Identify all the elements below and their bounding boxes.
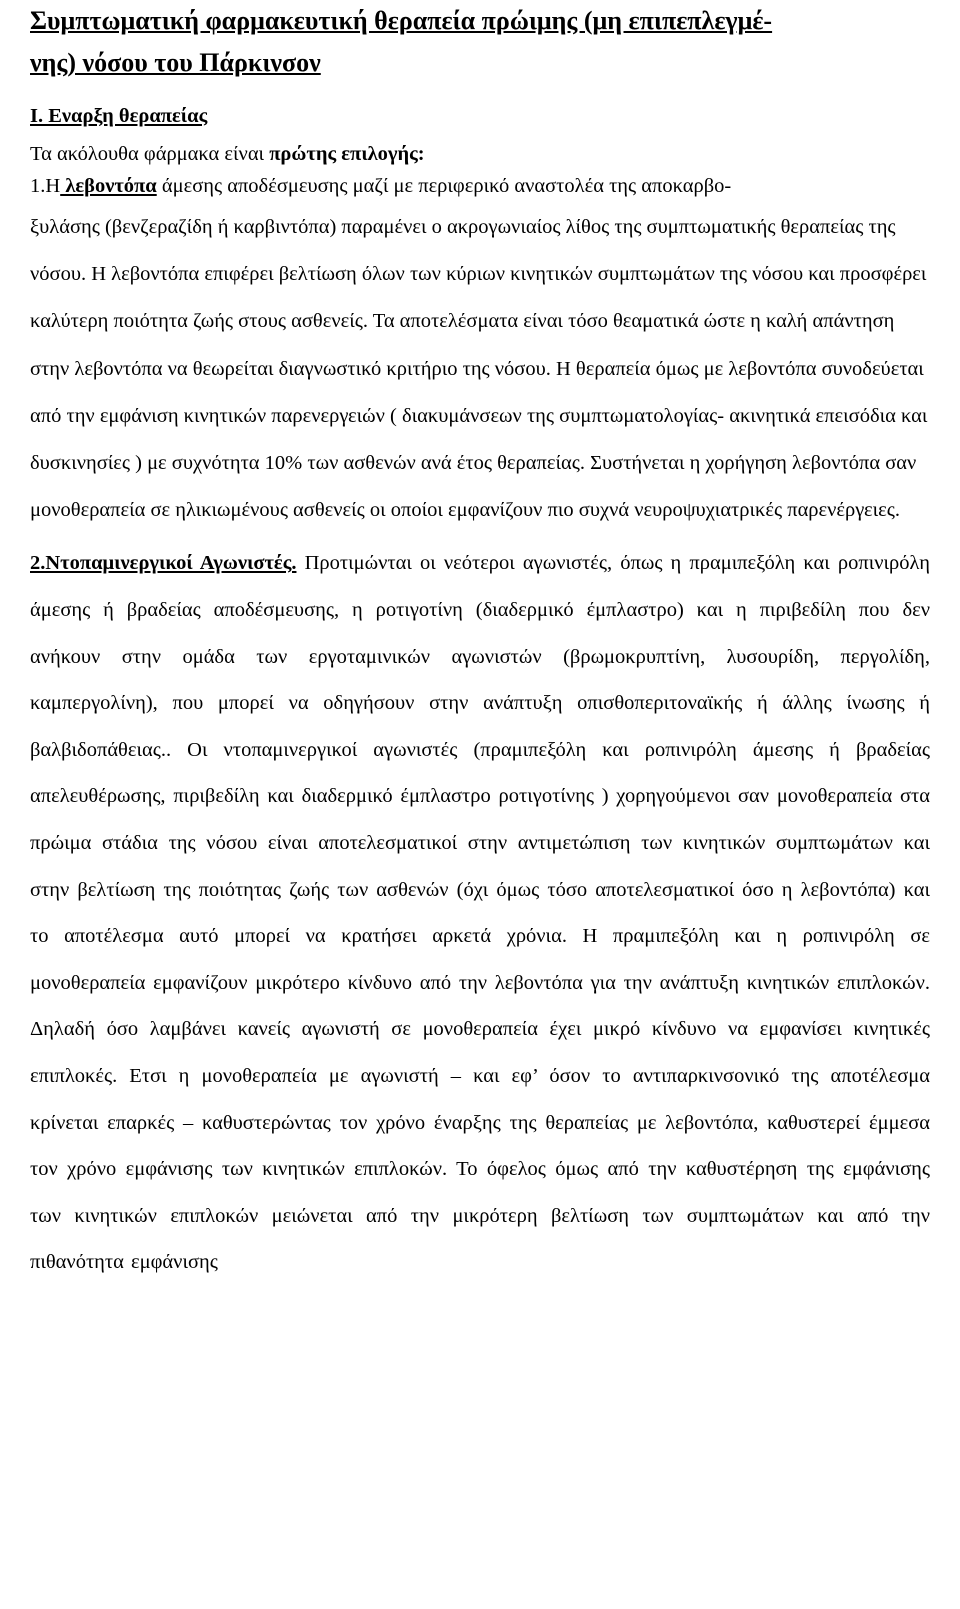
item-1-drug-name: λεβοντόπα xyxy=(60,175,157,197)
document-page xyxy=(30,0,930,1286)
document-title xyxy=(30,0,930,90)
intro-bold-text: πρώτης επιλογής: xyxy=(269,143,425,165)
item-1-first-line-text: άμεσης αποδέσμευσης μαζί με περιφερικό αναστολέα της αποκαρβο- xyxy=(156,175,732,197)
title-line-1: Συμπτωματική φαρμακευτική θεραπεία πρώιμης (μη επιπεπλεγμέ- xyxy=(30,6,773,35)
section-2-heading: 2.Ντοπαμινεργικοί Αγωνιστές. xyxy=(30,552,297,575)
item-1-first-line xyxy=(30,168,930,204)
section-1-intro xyxy=(30,140,930,168)
section-2-paragraph xyxy=(30,540,930,1286)
intro-text: Τα ακόλουθα φάρμακα είναι xyxy=(30,143,270,165)
item-1-body-text: ξυλάσης (βενζεραζίδη ή καρβιντόπα) παραμένει ο ακρογωνιαίος λίθος της συμπτωματικής θεραπείας της νόσου. Η λεβοντόπα επιφέρει βελτίωση όλων των κύριων κινητικών συμπτωμάτων της νόσου και προσφέρει καλύτερη ποιότητα ζωής στους ασθενείς. Τα αποτελέσματα είναι τόσο θεαματικά ώστε η καλή απάντηση στην λεβοντόπα να θεωρείται διαγνωστικό κριτήριο της νόσου. Η θεραπεία όμως με λεβοντόπα συνοδεύεται από την εμφάνιση κινητικών παρενεργειών ( διακυμάνσεων της συμπτωματολογίας- ακινητικά επεισόδια και δυσκινησίες ) με συχνότητα 10% των ασθενών ανά έτος θεραπείας. Συστήνεται η χορήγηση λεβοντόπα σαν μονοθεραπεία σε ηλικιωμένους ασθενείς οι οποίοι εμφανίζουν πιο συχνά νευροψυχιατρικές παρενέργειες. xyxy=(30,216,928,522)
spacer xyxy=(30,90,930,102)
item-1-number: 1.Η xyxy=(30,175,61,197)
section-1-heading: Ι. Εναρξη θεραπείας xyxy=(30,105,208,127)
section-1-paragraph xyxy=(30,168,930,534)
section-2-body-text: Προτιμώνται οι νεότεροι αγωνιστές, όπως η πραμιπεξόλη και ροπινιρόλη άμεσης ή βραδείας αποδέσμευσης, η ροτιγοτίνη (διαδερμικό έμπλαστρο) και η πιριβεδίλη που δεν ανήκουν στην ομάδα των εργοταμινικών αγωνιστών (βρωμοκρυπτίνη, λυσουρίδη, περγολίδη, καμπεργολίνη), που μπορεί να οδηγήσουν στην ανάπτυξη οπισθοπεριτοναϊκής ή άλλης ίνωσης ή βαλβιδοπάθειας.. Οι ντοπαμινεργικοί αγωνιστές (πραμιπεξόλη και ροπινιρόλη άμεσης ή βραδείας απελευθέρωσης, πιριβεδίλη και διαδερμικό έμπλαστρο ροτιγοτίνης ) χορηγούμενοι σαν μονοθεραπεία στα πρώιμα στάδια της νόσου είναι αποτελεσματικοί στην αντιμετώπιση των κινητικών συμπτωμάτων και στην βελτίωση της ποιότητας ζωής των ασθενών (όχι όμως τόσο αποτελεσματικοί όσο η λεβοντόπα) και το αποτέλεσμα αυτό μπορεί να κρατήσει αρκετά χρόνια. Η πραμιπεξόλη και η ροπινιρόλη σε μονοθεραπεία εμφανίζουν μικρότερο κίνδυνο από την λεβοντόπα για την ανάπτυξη κινητικών επιπλοκών. Δηλαδή όσο λαμβάνει κανείς αγωνιστή σε μονοθεραπεία έχει μικρό κίνδυνο να εμφανίσει κινητικές επιπλοκές. Ετσι η μονοθεραπεία με αγωνιστή – και εφ’ όσον το αντιπαρκινσονικό της αποτέλεσμα κρίνεται επαρκές – καθυστερώντας τον χρόνο έναρξης της θεραπείας με λεβοντόπα, καθυστερεί έμμεσα τον χρόνο εμφάνισης των κινητικών επιπλοκών. Το όφελος όμως από την καθυστέρηση της εμφάνισης των κινητικών επιπλοκών μειώνεται από την μικρότερη βελτίωση των συμπτωμάτων και από την πιθανότητα εμφάνισης xyxy=(30,552,930,1274)
title-line-2: νης) νόσου του Πάρκινσον xyxy=(30,48,321,77)
